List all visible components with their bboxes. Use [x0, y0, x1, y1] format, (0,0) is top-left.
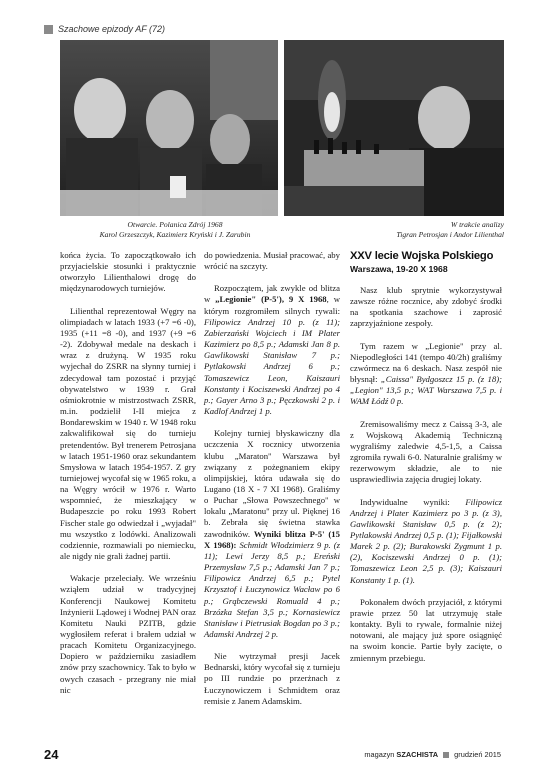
paragraph [350, 497, 502, 586]
caption-left-title: Otwarcie. Polanica Zdrój 1968 [127, 220, 223, 229]
results-list: „Caissa" Bydgoszcz 15 p. (z 18); „Legion" 13,5 p.; WAT Warszawa 7,5 p. i WAM Łódź 0 p. [350, 374, 503, 407]
photo-analysis [284, 40, 504, 216]
photo-row [60, 40, 504, 216]
footer-issue: grudzień 2015 [454, 750, 501, 759]
paragraph-bold: „Legionie" (P-5'), 9 X 1968 [215, 294, 327, 305]
caption-right-names: Tigran Petrosjan i Andor Lilienthal [396, 229, 504, 239]
paragraph [350, 341, 502, 408]
footer [364, 750, 501, 759]
page-number: 24 [44, 747, 59, 762]
results-list: Filipowicz Andrzej 10 p. (z 11); Zabierzański Wojciech i IM Plater Kazimierz po 8,5 p.; Adamski Jan 8 p. Gawlikowski Stanisław 7 p.; Pytlakowski Andrzej 6 p.; Tomaszewicz Leon, Kaiszauri Konstanty i Kociszewski Andrzej po 4 p.; Gayer Arno 3 p.; Pęczkowski 2 p. i Kadlof Andrzej 1 p. [204, 316, 340, 417]
paragraph-text: Kolejny turniej błyskawiczny dla uczczenia X rocznicy utworzenia klubu „Maraton" Warszawa był związany z pożegnaniem ekipy olimpijskiej, która udawała się do Lugano (18 X - 7 XI 1968). Graliśmy o Puchar „Słowa Powszechnego" w lokalu „Maratonu" przy ul. Pięknej 16 b. Zebrała się świetna stawka zawodników. [204, 428, 340, 539]
footer-separator-icon [443, 752, 449, 758]
caption-right-title: W trakcie analizy [450, 220, 504, 229]
paragraph-text: , w którym rozgromiłem silnych rywali: [204, 294, 340, 316]
paragraph: Pokonałem dwóch przyjaciół, z którymi prawie przez 50 lat utrzymuję stałe kontakty. Byli to rywale, formalnie niżej notowani, ale mający już spore osiągnięć na swoim koncie. Partie były zacięte, o zmiennym przebiegu. [350, 596, 502, 663]
paragraph: Nasz klub sprytnie wykorzystywał zawsze różne rocznice, aby zdobyć środki na spotkania szachowe i zaprosić zaprzyjaźnione zespoły. [350, 285, 502, 329]
paragraph: Zremisowaliśmy mecz z Caissą 3-3, ale z Wojskową Akademią Techniczną wygraliśmy zaledwie 4,5-1,5, a Caissa zgromiła rywali 6-0. Naturalnie graliśmy w rezerwowym składzie, ale to nie usprawiedliwia zajęcia drugiej lokaty. [350, 418, 502, 485]
paragraph-bold: Wyniki blitza P-5' (15 X 1968): [204, 528, 340, 550]
paragraph [204, 283, 340, 417]
results-list: Schmidt Włodzimierz 9 p. (z 11); Lewi Jerzy 8,5 p.; Ereński Przemysław 7,5 p.; Adamski Jan 7 p.; Filipowicz Andrzej 6,5 p.; Pytel Krzysztof i Łuczynowicz Wacław po 6 p.; Grąbczewski Romuald 4 p.; Brzózka Stefan 3,5 p.; Kornasiewicz Stanisław i Pietrusiak Bogdan po 3 p.; Adamski Andrzej 2 p. [204, 539, 340, 639]
text-column-3 [350, 250, 502, 664]
paragraph-text: Tym razem w „Legionie" przy al. Niepodległości 141 (tempo 40/2h) graliśmy czwórmecz na 6 deskach. Nasz zespół nie błysnął: [350, 340, 503, 385]
paragraph [204, 428, 340, 640]
paragraph: Wakacje przeleciały. We wrześniu wziąłem udział w tradycyjnej Konferencji Naukowej Komitetu Inżynierii Lądowej i Wodnej PAN oraz Komitetu Nauki PZITB, gdzie wygłosiłem referat i brałem udział w pracach Komitetu Organizacyjnego. Dopiero w październiku zasiadłem znów przy szachownicy. Tak to było w owych czasach - przegrany nie miał nic [60, 573, 196, 695]
header-square-icon [44, 25, 53, 34]
photo-analysis-image [284, 40, 504, 216]
footer-magazine-prefix: magazyn [364, 750, 395, 759]
caption-left-names: Karol Grzeszczyk, Kazimierz Kryński i J. Zarubin [99, 229, 251, 239]
caption-right [330, 220, 504, 239]
photo-opening-ceremony-image [60, 40, 278, 216]
results-list: Filipowicz Andrzej i Plater Kazimierz po 3 p. (z 3), Gawlikowski Stanisław 0,5 p. (z 2); Pytlakowski Andrzej 0,5 p. (1); Fijałkowski Marek 2 p. (2); Burakowski Zygmunt 1 p. (2), Kociszewski Andrzej 0 p. (1); Tomaszewicz Leon 2,5 p. (3); Kaiszauri Konstanty 1 p. (1). [350, 496, 502, 585]
text-column-1 [60, 250, 196, 696]
article-title: XXV lecie Wojska Polskiego [350, 250, 494, 262]
paragraph-text: Rozpoczątem, jak zwykle od blitza w [204, 283, 340, 305]
paragraph: końca życia. To zapoczątkowało ich przyjacielskie stosunki i praktycznie otworzyło Lilienthalowi drogę do międzynarodowych turniejów. [60, 250, 196, 294]
caption-left [60, 220, 290, 239]
text-column-2 [204, 250, 340, 707]
footer-magazine-name: SZACHISTA [396, 750, 439, 759]
section-title: Szachowe epizody AF (72) [58, 24, 166, 34]
section-header [44, 22, 165, 36]
paragraph: Lilienthal reprezentował Węgry na olimpiadach w latach 1933 (+7 =6 -0), 1935 (+11 =8 -0), and 1937 (+9 =6 -2). Zdobywał medale na deskach i wraz z drużyną. W 1935 roku wyjechał do ZSRR na słynny turniej i zdecydował tam pozostać i przyjąć obywatelstwo w 1939 r. Grał ośmiokrotnie w mistrzostwach ZSRR, m.in. podzielił I-II miejca z Bondarewskim w 1940 r. W 1948 roku zakwalifikował się do turnieju pretendentów. Był trenerem Petrosjana w latach 1951-1960 oraz sekundantem Smysłowa w latach 1954-1957. Z gry turniejowej wycofał się w 1965 roku, a na Węgry wrócił w 1976 r. Warto wspomnieć, że mieszkający w Budapeszcie po roku 1993 Robert Fischer stale go odwiedzał i „wyjadał" mu wszystko z lodówki. Analizowali codziennie, rozmawiali po niemiecku, ale nigdy nie grali żadnej partii. [60, 305, 196, 562]
article-subtitle: Warszawa, 19-20 X 1968 [350, 264, 448, 274]
photo-opening-ceremony [60, 40, 278, 216]
paragraph-text: Indywidualne wyniki: [360, 496, 466, 507]
paragraph: Nie wytrzymał presji Jacek Bednarski, który wycofał się z turnieju po III rundzie po przerżnach z Łuczynowiczem i Schmidtem oraz remisie z Janem Adamskim. [204, 651, 340, 706]
paragraph: do powiedzenia. Musiał pracować, aby wrócić na szczyty. [204, 250, 340, 272]
